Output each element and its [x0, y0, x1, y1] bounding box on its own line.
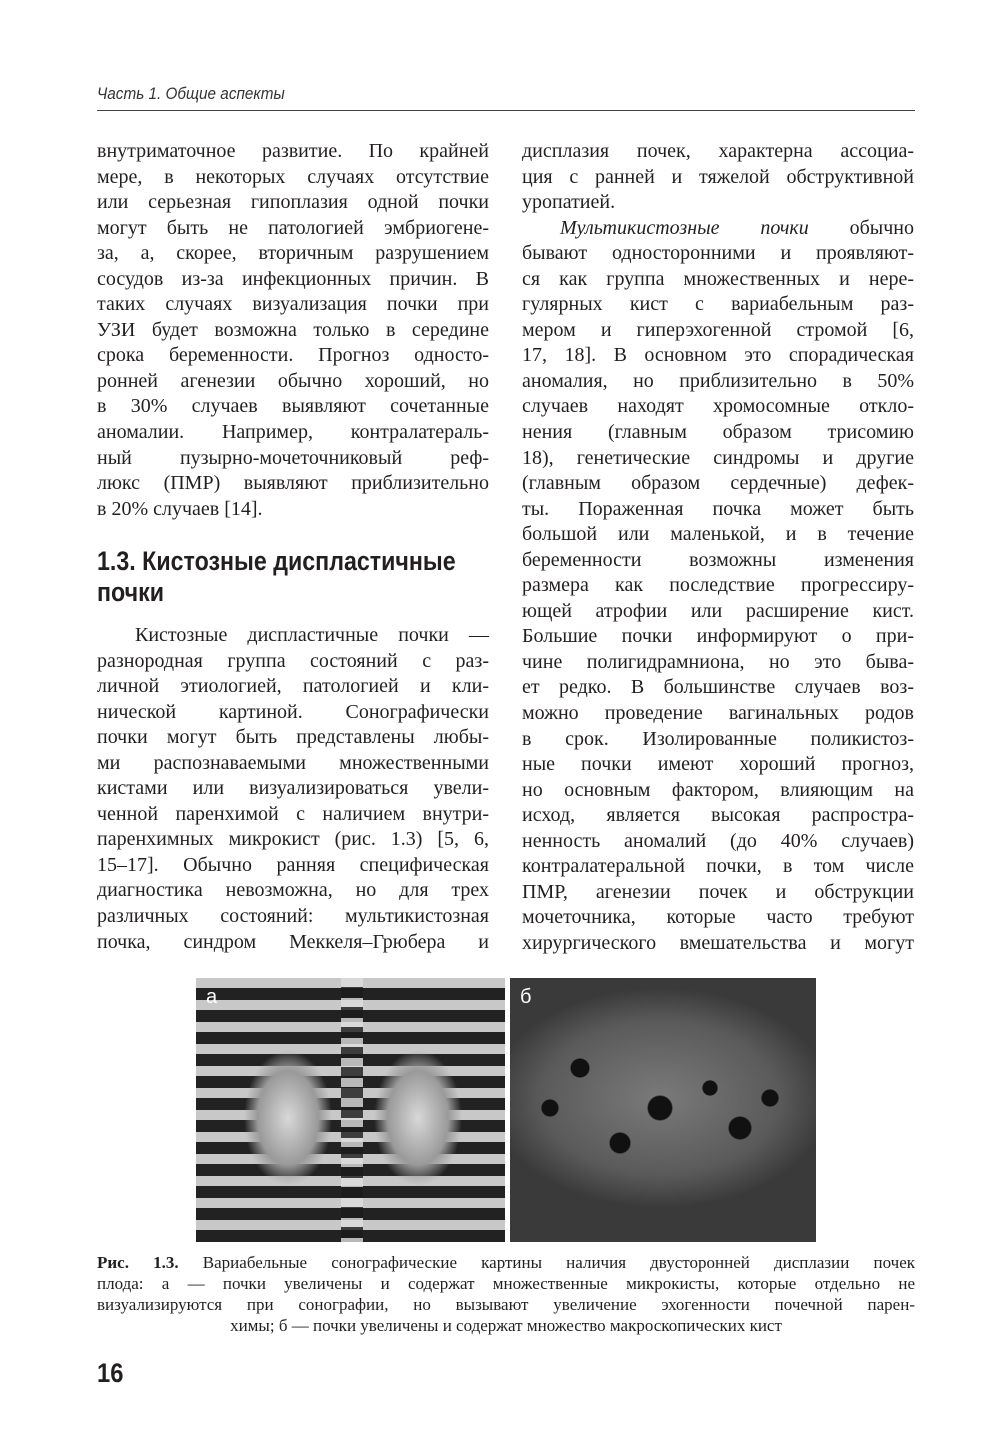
text-line: большой или маленькой, и в течение — [522, 523, 914, 546]
section-heading-line: 1.3. Кистозные диспластичные — [97, 546, 456, 576]
figure-label-b: б — [520, 986, 532, 1008]
text-line: могут быть не патологией эмбриогене- — [97, 216, 489, 239]
text-line: сосудов из-за инфекционных причин. В — [97, 267, 489, 290]
text-line: аномалия, но приблизительно в 50% — [522, 369, 914, 392]
text-line: Большие почки информируют о при- — [522, 625, 914, 648]
text-line: но основным фактором, влияющим на — [522, 778, 914, 801]
text-line: размера как последствие прогрессиру- — [522, 574, 914, 597]
text-line: срока беременности. Прогноз односто- — [97, 344, 489, 367]
text-line: уропатией. — [522, 191, 616, 214]
running-head: Часть 1. Общие аспекты — [97, 84, 285, 103]
caption-line: плода: а — почки увеличены и содержат множественные микрокисты, которые отдельно не — [97, 1274, 915, 1293]
text-line: случаев находят хромосомные откло- — [522, 395, 914, 418]
text-line: или серьезная гипоплазия одной почки — [97, 191, 489, 214]
text-line: УЗИ будет возможна только в середине — [97, 318, 489, 341]
caption-line: химы; б — почки увеличены и содержат множество макроскопических кист — [230, 1316, 782, 1335]
header-rule — [97, 110, 915, 111]
text-line: ронней агенезии обычно хороший, но — [97, 369, 489, 392]
text-line: (главным образом сердечные) дефек- — [522, 472, 914, 495]
text-line: личной этиологией, патологией и кли- — [97, 675, 489, 698]
text-line: беременности возможны изменения — [522, 548, 914, 571]
right-column-text — [522, 139, 914, 957]
text-line: ся как группа множественных и нере- — [522, 267, 914, 290]
text-line: разнородная группа состояний с раз- — [97, 649, 489, 672]
italic-term: Мультикистозные почки — [560, 216, 809, 239]
caption-text: Вариабельные сонографические картины наличия двусторонней дисплазии почек — [178, 1253, 915, 1272]
text-line: нения (главным образом трисомию — [522, 421, 914, 444]
text-line: ные почки имеют хороший прогноз, — [522, 753, 914, 776]
figure-caption — [97, 1252, 915, 1336]
text-line: дисплазия почек, характерна ассоциа- — [522, 140, 914, 162]
caption-line — [97, 1252, 915, 1273]
text-line: Кистозные диспластичные почки — — [135, 624, 489, 646]
text-line: 17, 18]. В основном это спорадическая — [522, 344, 914, 367]
text-line: почка, синдром Меккеля–Грюбера и — [97, 930, 489, 953]
text-line: хирургического вмешательства и могут — [522, 931, 914, 954]
left-column-text-2 — [97, 623, 489, 955]
text-line: мере, в некоторых случаях отсутствие — [97, 165, 489, 188]
text-line: ный пузырно-мочеточниковый реф- — [97, 446, 489, 469]
figure-label-a: а — [206, 986, 218, 1008]
text-line: внутриматочное развитие. По крайней — [97, 140, 489, 162]
text-line: ция с ранней и тяжелой обструктивной — [522, 165, 914, 188]
text-line: 15–17]. Обычно ранняя специфическая — [97, 853, 489, 876]
text-line: различных состояний: мультикистозная — [97, 905, 489, 928]
text-line: ет редко. В большинстве случаев воз- — [522, 676, 914, 699]
text-line: аномалии. Например, контралатераль- — [97, 421, 489, 444]
text-line: контралатеральной почки, в том числе — [522, 855, 914, 878]
text-line: исход, является высокая распростра- — [522, 804, 914, 827]
text-line: гулярных кист с вариабельным раз- — [522, 293, 914, 316]
text-line: в срок. Изолированные поликистоз- — [522, 727, 914, 750]
text-line: в 30% случаев выявляют сочетанные — [97, 395, 489, 418]
text-line: за, а, скорее, вторичным разрушением — [97, 242, 489, 265]
text-line: кистами или визуализироваться увели- — [97, 777, 489, 800]
text-line: диагностика невозможна, но для трех — [97, 879, 489, 902]
text-line: можно проведение вагинальных родов — [522, 702, 914, 725]
text-line: мером и гиперэхогенной стромой [6, — [522, 318, 914, 341]
text-line: паренхимных микрокист (рис. 1.3) [5, 6, — [97, 828, 489, 851]
section-heading — [97, 546, 493, 608]
text-line: таких случаях визуализация почки при — [97, 293, 489, 316]
text-line: мочеточника, которые часто требуют — [522, 906, 914, 929]
ultrasound-image-a — [196, 978, 505, 1242]
caption-label: Рис. 1.3. — [97, 1253, 179, 1272]
text-line: Мультикистозные почки обычно — [560, 216, 914, 239]
left-column-text — [97, 139, 489, 522]
text-line: ПМР, агенезии почек и обструкции — [522, 880, 914, 903]
text-line: 18), генетические синдромы и другие — [522, 446, 914, 469]
text-line: ненность аномалий (до 40% случаев) — [522, 829, 914, 852]
text-line: чине полигидрамниона, но это быва- — [522, 650, 914, 673]
text-line: ющей атрофии или расширение кист. — [522, 599, 914, 622]
ultrasound-image-b — [510, 978, 816, 1242]
text-line: почки могут быть представлены любы- — [97, 726, 489, 749]
text-line: нической картиной. Сонографически — [97, 700, 489, 723]
caption-line: визуализируются при сонографии, но вызывают увеличение эхогенности почечной парен- — [97, 1295, 915, 1314]
section-heading-line: почки — [97, 577, 165, 607]
page-number: 16 — [97, 1358, 124, 1388]
text-line: в 20% случаев [14]. — [97, 497, 263, 520]
text-line: ченной паренхимой с наличием внутри- — [97, 802, 489, 825]
text-line: бывают односторонними и проявляют- — [522, 242, 914, 265]
text-line: ты. Пораженная почка может быть — [522, 497, 914, 520]
text-line: люкс (ПМР) выявляют приблизительно — [97, 472, 489, 495]
text-line: ми распознаваемыми множественными — [97, 751, 489, 774]
spine-shadow — [341, 978, 363, 1242]
